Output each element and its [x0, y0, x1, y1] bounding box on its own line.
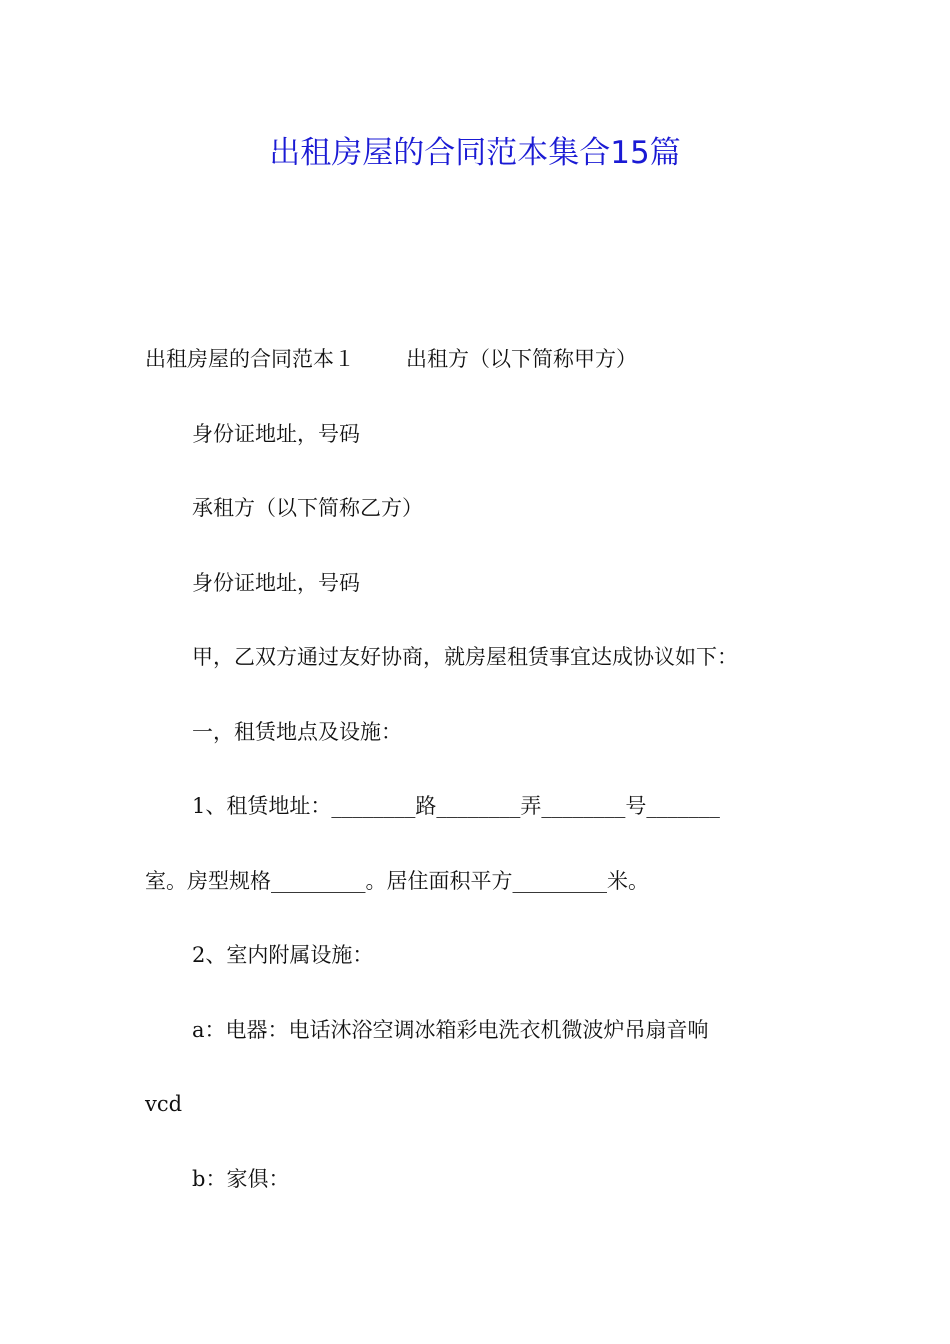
lessor-label: 出租方（以下简称甲方）: [406, 347, 637, 371]
section-heading: 出租房屋的合同范本１: [145, 347, 355, 371]
document-body: [145, 333, 810, 1227]
paragraph-continuation: 室。房型规格_________。居住面积平方_________米。: [145, 868, 649, 893]
paragraph: 承租方（以下简称乙方）: [192, 496, 423, 520]
paragraph: 一，租赁地点及设施：: [192, 719, 402, 744]
paragraph: 身份证地址，号码: [192, 421, 360, 446]
document-title: 出租房屋的合同范本集合15篇: [269, 135, 681, 171]
paragraph: 2、室内附属设施：: [192, 943, 374, 967]
paragraph-continuation: vcd: [145, 1092, 183, 1116]
paragraph: 1、租赁地址：________路________弄________号_______: [192, 794, 720, 818]
paragraph: 身份证地址，号码: [192, 570, 360, 595]
paragraph: b：家俱：: [192, 1166, 290, 1191]
paragraph-heading: [145, 333, 810, 408]
paragraph: 甲，乙双方通过友好协商，就房屋租赁事宜达成协议如下：: [192, 645, 738, 669]
paragraph: a：电器：电话沐浴空调冰箱彩电洗衣机微波炉吊扇音响: [192, 1017, 709, 1042]
